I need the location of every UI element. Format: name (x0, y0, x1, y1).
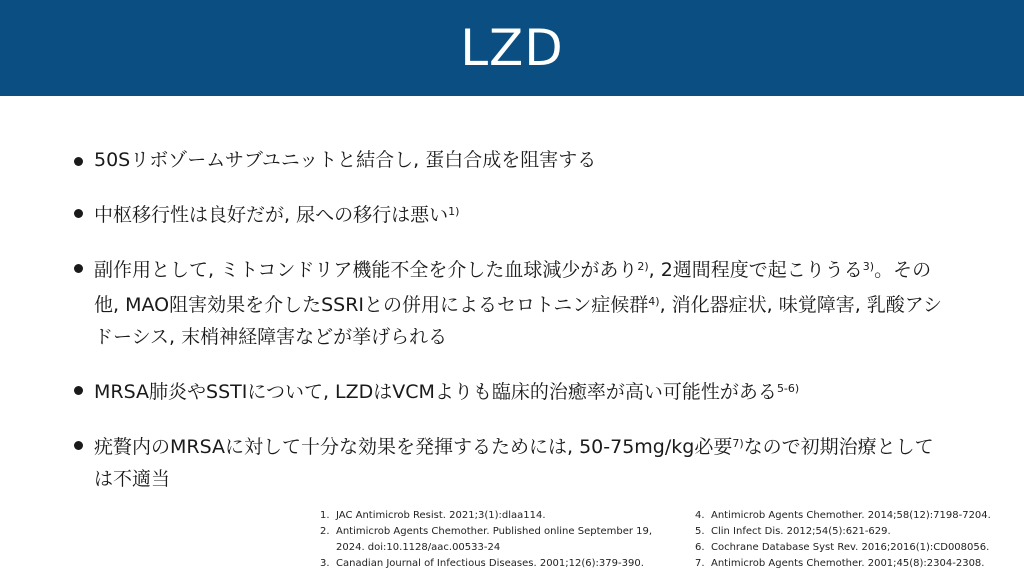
bullet-list (70, 144, 950, 515)
bullet-text: 50Sリボゾームサブユニットと結合し, 蛋白合成を阻害する (94, 149, 597, 171)
reference-text: Cochrane Database Syst Rev. 2016;2016(1):CD008056. (711, 542, 990, 553)
reference-number: 5. (695, 526, 705, 537)
reference-item (320, 524, 680, 556)
reference-item (695, 556, 1015, 572)
reference-number: 7. (695, 558, 705, 569)
reference-item (320, 508, 680, 524)
references-left (320, 508, 680, 572)
bullet-item (70, 428, 950, 495)
bullet-text: なので初期治療としては不適当 (94, 436, 934, 490)
bullet-dot-icon (74, 209, 83, 218)
reference-text: Antimicrob Agents Chemother. Published online September 19, 2024. doi:10.1128/aac.00533-24 (336, 526, 653, 553)
citation-superscript: 1) (448, 205, 460, 218)
reference-item (695, 508, 1015, 524)
reference-text: Antimicrob Agents Chemother. 2001;45(8):2304-2308. (711, 558, 985, 569)
bullet-text: , 2週間程度で起こりうる (648, 259, 863, 281)
citation-superscript: 3) (862, 260, 875, 273)
bullet-dot-icon (74, 441, 83, 450)
reference-text: Clin Infect Dis. 2012;54(5):621-629. (711, 526, 891, 537)
reference-text: Antimicrob Agents Chemother. 2014;58(12):7198-7204. (711, 510, 991, 521)
bullet-text: 。その他, MAO阻害効果を介したSSRIとの併用によるセロトニン症候群 (94, 259, 932, 316)
reference-number: 3. (320, 558, 330, 569)
reference-number: 4. (695, 510, 705, 521)
bullet-dot-icon (74, 386, 83, 395)
bullet-text: 中枢移行性は良好だが, 尿への移行は悪い (94, 204, 449, 226)
bullet-dot-icon (74, 264, 83, 273)
citation-superscript: 7) (732, 437, 744, 450)
citation-superscript: 5-6) (776, 382, 800, 395)
reference-item (695, 524, 1015, 540)
reference-text: JAC Antimicrob Resist. 2021;3(1):dlaa114. (336, 510, 546, 521)
bullet-item (70, 144, 950, 176)
citation-superscript: 2) (637, 260, 649, 273)
reference-item (695, 540, 1015, 556)
bullet-dot-icon (74, 157, 83, 166)
reference-number: 1. (320, 510, 330, 521)
bullet-text: MRSA肺炎やSSTIについて, LZDはVCMよりも臨床的治癒率が高い可能性がある (94, 381, 777, 403)
reference-item (320, 556, 680, 572)
bullet-item (70, 251, 950, 353)
bullet-text: 疣贅内のMRSAに対して十分な効果を発揮するためには, 50-75mg/kg必要 (94, 436, 733, 458)
bullet-item (70, 196, 950, 231)
reference-number: 2. (320, 526, 330, 537)
slide-title: LZD (460, 19, 564, 77)
title-bar (0, 0, 1024, 96)
bullet-text: 副作用として, ミトコンドリア機能不全を介した血球減少があり (94, 259, 638, 281)
bullet-item (70, 373, 950, 408)
citation-superscript: 4) (648, 295, 660, 308)
bullet-text: , 消化器症状, 味覚障害, 乳酸アシドーシス, 末梢神経障害などが挙げられる (94, 294, 943, 348)
references-right (695, 508, 1015, 572)
reference-text: Canadian Journal of Infectious Diseases. 2001;12(6):379-390. (336, 558, 644, 569)
reference-number: 6. (695, 542, 705, 553)
